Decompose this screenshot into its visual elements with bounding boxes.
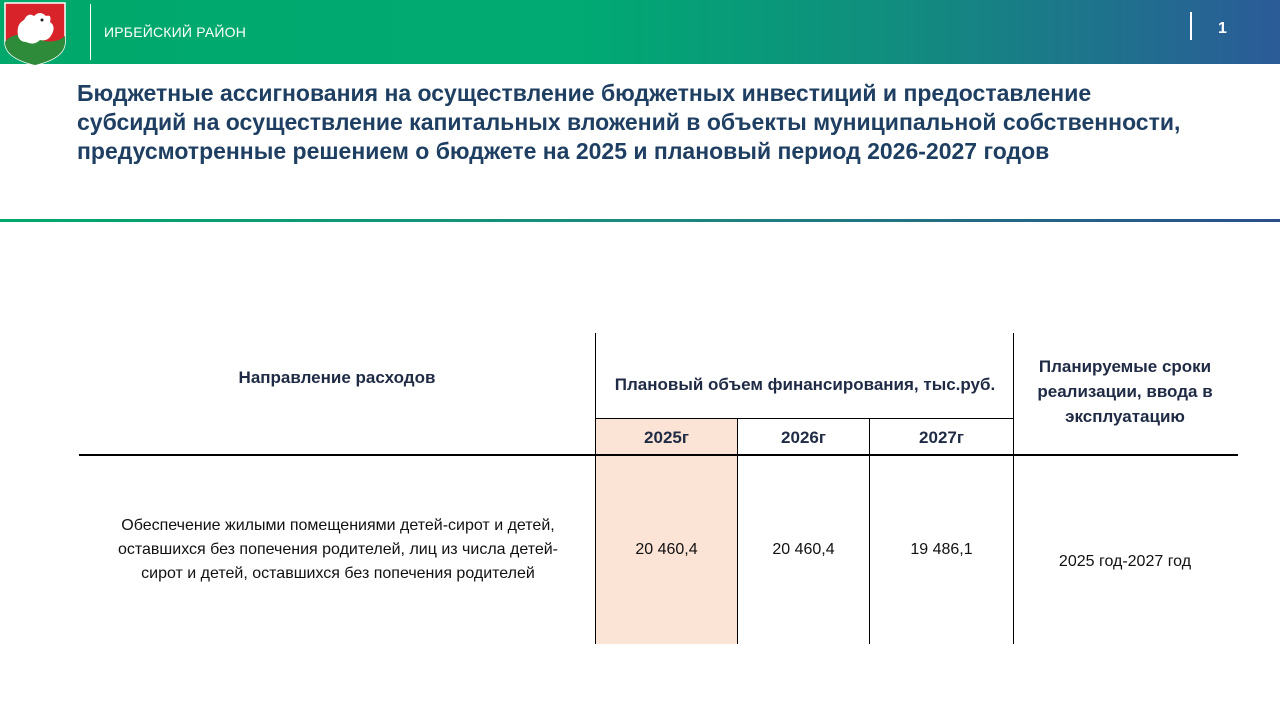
- table-vline: [1013, 333, 1014, 644]
- page-number: 1: [1218, 20, 1227, 37]
- column-header-terms: Планируемые сроки реализации, ввода в эксплуатацию: [1037, 356, 1213, 426]
- row-value-2026: 20 460,4: [772, 541, 835, 558]
- row-value-2027: 19 486,1: [910, 541, 973, 558]
- table-hline: [596, 418, 1013, 419]
- row-direction: Обеспечение жилыми помещениями детей-сирот и детей, оставшихся без попечения родителей, лиц из числа детей-сирот и детей, оставшихся без попечения родителей: [117, 517, 559, 582]
- page-title: Бюджетные ассигнования на осуществление бюджетных инвестиций и предоставление субсидий на осуществление капитальных вложений в объекты муниципальной собственности, предусмотренные решением о бюджете на 2025 и плановый период 2026-2027 годов: [77, 80, 1181, 164]
- column-header-funding: Плановый объем финансирования, тыс.руб.: [614, 374, 996, 394]
- row-value-2025: 20 460,4: [635, 541, 698, 558]
- page-number-separator: [1190, 12, 1192, 40]
- column-header-year-2027: 2027г: [919, 427, 964, 447]
- column-header-direction: Направление расходов: [238, 367, 436, 387]
- coat-of-arms-icon: [4, 2, 66, 66]
- table-header-bottom: [79, 454, 1238, 456]
- table-vline: [595, 333, 596, 644]
- header-separator: [90, 4, 91, 60]
- column-header-year-2026: 2026г: [781, 427, 826, 447]
- row-terms: 2025 год-2027 год: [1058, 553, 1192, 570]
- title-underline: [0, 219, 1280, 222]
- column-header-year-2025: 2025г: [644, 427, 689, 447]
- region-name: ИРБЕЙСКИЙ РАЙОН: [104, 24, 247, 40]
